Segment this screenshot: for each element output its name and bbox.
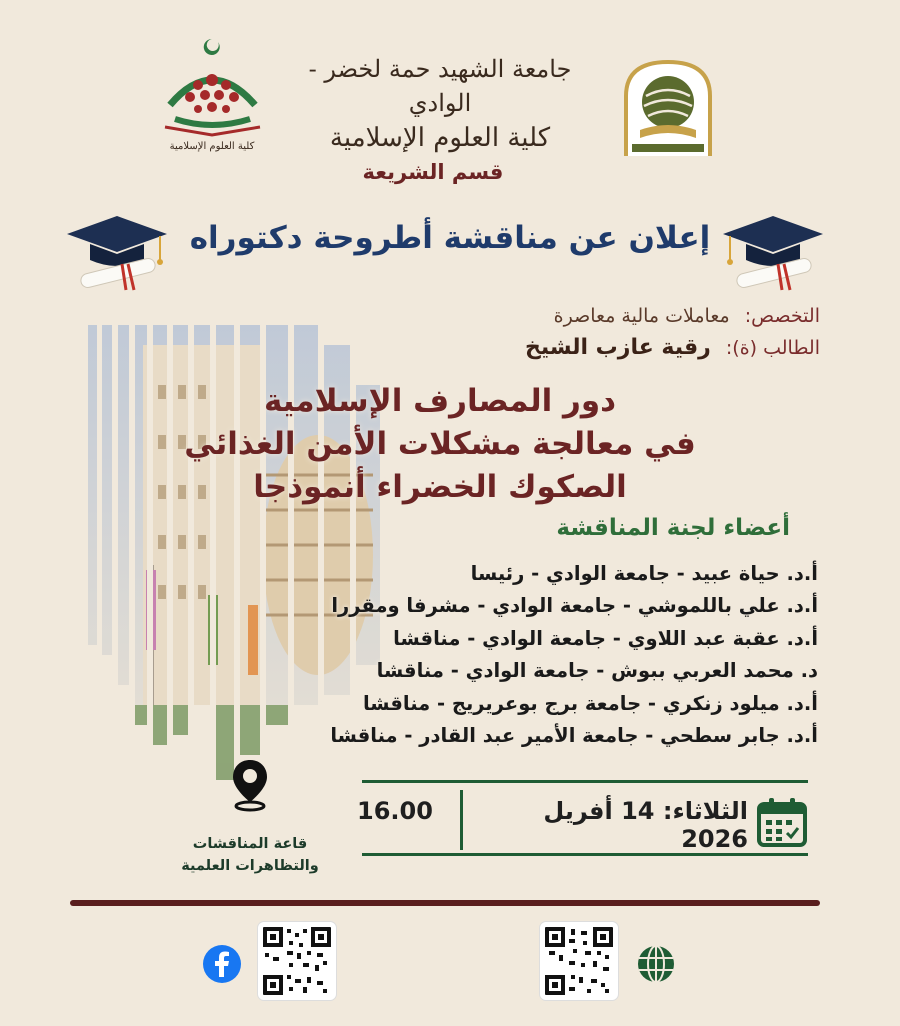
- globe-icon[interactable]: [636, 944, 676, 984]
- thesis-line-2: في معالجة مشكلات الأمن الغذائي: [184, 426, 696, 462]
- specialty-value: معاملات مالية معاصرة: [553, 305, 730, 327]
- department-name: قسم الشريعة: [362, 160, 504, 184]
- divider: [460, 790, 463, 850]
- venue-line-1: قاعة المناقشات: [192, 836, 308, 852]
- thesis-title: [140, 380, 740, 509]
- jury-member: أ.د. عقبة عبد اللاوي - جامعة الوادي - مناقشا: [393, 626, 818, 650]
- graduation-cap-icon: [718, 208, 828, 298]
- student-info: [400, 300, 820, 364]
- footer-rule: [70, 900, 820, 906]
- defense-date: الثلاثاء: 14 أفريل 2026: [543, 797, 748, 853]
- announcement-title: إعلان عن مناقشة أطروحة دكتوراه: [189, 220, 711, 256]
- student-label: الطالب (ة):: [725, 337, 820, 359]
- university-name: جامعة الشهيد حمة لخضر - الوادي: [308, 55, 572, 117]
- student-row: [400, 332, 820, 364]
- jury-title: أعضاء لجنة المناقشة: [556, 515, 790, 541]
- jury-member: أ.د. جابر سطحي - جامعة الأمير عبد القادر - مناقشا: [330, 724, 818, 748]
- jury-member: أ.د. حياة عبيد - جامعة الوادي - رئيسا: [470, 562, 818, 585]
- university-logo: [618, 56, 718, 156]
- location-pin-icon: [230, 758, 270, 812]
- defense-time: 16.00: [357, 797, 433, 825]
- specialty-label: التخصص:: [744, 305, 820, 327]
- faculty-logo: [150, 35, 275, 155]
- divider: [362, 780, 808, 783]
- jury-member: أ.د. ميلود زنكري - جامعة برج بوعريريج - مناقشا: [362, 691, 818, 715]
- website-qr-code: [540, 922, 618, 1000]
- jury-member: د. محمد العربي ببوش - جامعة الوادي - مناقشا: [376, 659, 818, 683]
- jury-member: أ.د. علي باللموشي - جامعة الوادي - مشرفا ومقررا: [331, 594, 818, 618]
- facebook-qr-code: [258, 922, 336, 1000]
- thesis-line-3: الصكوك الخضراء أنموذجا: [253, 469, 627, 505]
- facebook-icon[interactable]: [202, 944, 242, 984]
- divider: [362, 853, 808, 856]
- venue-line-2: والتظاهرات العلمية: [181, 858, 319, 874]
- faculty-name: كلية العلوم الإسلامية: [329, 123, 551, 153]
- graduation-cap-icon: [62, 208, 172, 298]
- calendar-icon: [756, 796, 808, 848]
- student-name: رقية عازب الشيخ: [525, 335, 711, 360]
- thesis-line-1: دور المصارف الإسلامية: [263, 383, 617, 419]
- jury-list: [278, 558, 818, 752]
- specialty-row: [400, 300, 820, 332]
- faculty-logo-caption: كلية العلوم الإسلامية: [169, 141, 255, 152]
- venue: [130, 833, 370, 877]
- university-title: [300, 52, 580, 156]
